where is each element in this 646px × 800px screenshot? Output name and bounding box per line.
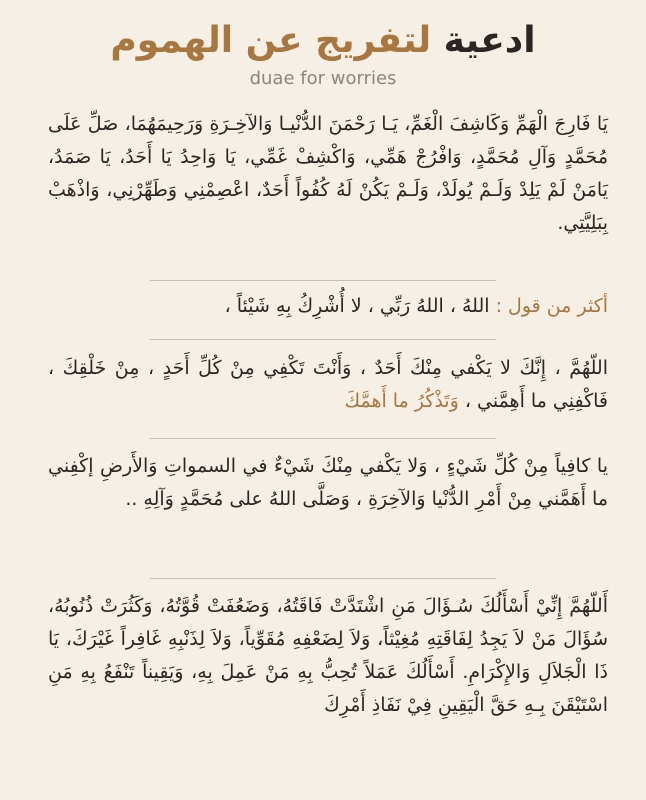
dua-paragraph-5: أَللّهُمَّ إِنِّيْ أَسْأَلُكَ سُـؤَالَ مَنِ اشْتَدَّتْ فَاقَتُهُ، وَضَعُفَتْ قُوَّتُهُ، وَكَثُرَتْ ذُنُوبُهُ، سُؤَالَ مَنْ لاَ يَجِدُ لِفَاقَتِهِ مُغِيْثاً، وَلاَ لِضَعْفِهِ مُقَوِّياً، وَلاَ لِذَنْبِهِ غَافِراً غَيْرَكَ، يَا ذَا الْجَلاَلِ وَالإِكْرَامِ. أَسْأَلُكَ عَمَلاً تُحِبُّ بِهِ مَنْ عَمِلَ بِهِ، وَيَقِيناً تَنْفَعُ بِهِ مَنِ اسْتَيْقَنَ بِـهِ حَقَّ الْيَقِينِ فِيْ نَفَاذِ أَمْرِكَ xyxy=(48,595,608,716)
dua-paragraph-3-accent: وَتَذْكُرُ ما أَهمَّكَ xyxy=(344,390,459,412)
dua-paragraph-2-text: اللهُ ، اللهُ رَبِّي ، لا أُشْرِكُ بِهِ شَيْئاً ، xyxy=(224,295,490,317)
title-part-gold: لتفريج عن الهموم xyxy=(110,20,432,61)
divider-3 xyxy=(150,438,496,439)
dua-paragraph-2-accent: أكثر من قول : xyxy=(495,295,608,317)
title-part-dark: ادعية xyxy=(443,20,536,61)
divider-4 xyxy=(150,578,496,579)
dua-paragraph-4: يا كافِياً مِنْ كُلِّ شَيْءٍ ، وَلا يَكْفي مِنْكَ شَيْءٌ في السمواتِ وَالأَرضِ إكْفِني ما أَهَمَّني مِنْ أَمْرِ الدُّنْيا وَالآخِرَةِ ، وَصَلَّى اللهُ على مُحَمَّدٍ وَآلِهِ .. xyxy=(48,455,608,510)
divider-2 xyxy=(150,339,496,340)
page-title xyxy=(0,18,646,64)
page-subtitle: duae for worries xyxy=(249,68,397,89)
dua-paragraph-3-text: اللّهُمَّ ، إِنَّكَ لا يَكْفي مِنْكَ أَحَدٌ ، وَأَنْتَ تَكْفِي مِنْ كُلِّ أَحَدٍ ، مِنْ خَلْقِكَ ، فَاكْفِنِي ما أَهِمَّني ، xyxy=(48,357,608,412)
dua-paragraph-1: يَا فَارِجَ الْهَمِّ وَكَاشِفَ الْغَمِّ، يَـا رَحْمَنَ الدُّنْيـا وَالآخِـرَةِ وَرَحِيمَهُمَا، صَلِّ عَلَى مُحَمَّدٍ وَآلِ مُحَمَّدٍ، وَافْرُجْ هَمِّي، وَاكْشِفْ غَمِّي، يَا وَاحِدُ يَا أَحَدُ، يَا صَمَدُ، يَامَنْ لَمْ يَلِدْ وَلَـمْ يُولَدْ، وَلَـمْ يَكُنْ لَهُ كُفُواً أَحَدٌ، اعْصِمْنِي وَطَهِّرْنِي، وَاذْهَبْ بِبَلِيَّتِي. xyxy=(48,113,608,234)
dua-paragraph-2 xyxy=(48,290,608,323)
dua-paragraph-3 xyxy=(48,352,608,418)
divider-1 xyxy=(150,280,496,281)
